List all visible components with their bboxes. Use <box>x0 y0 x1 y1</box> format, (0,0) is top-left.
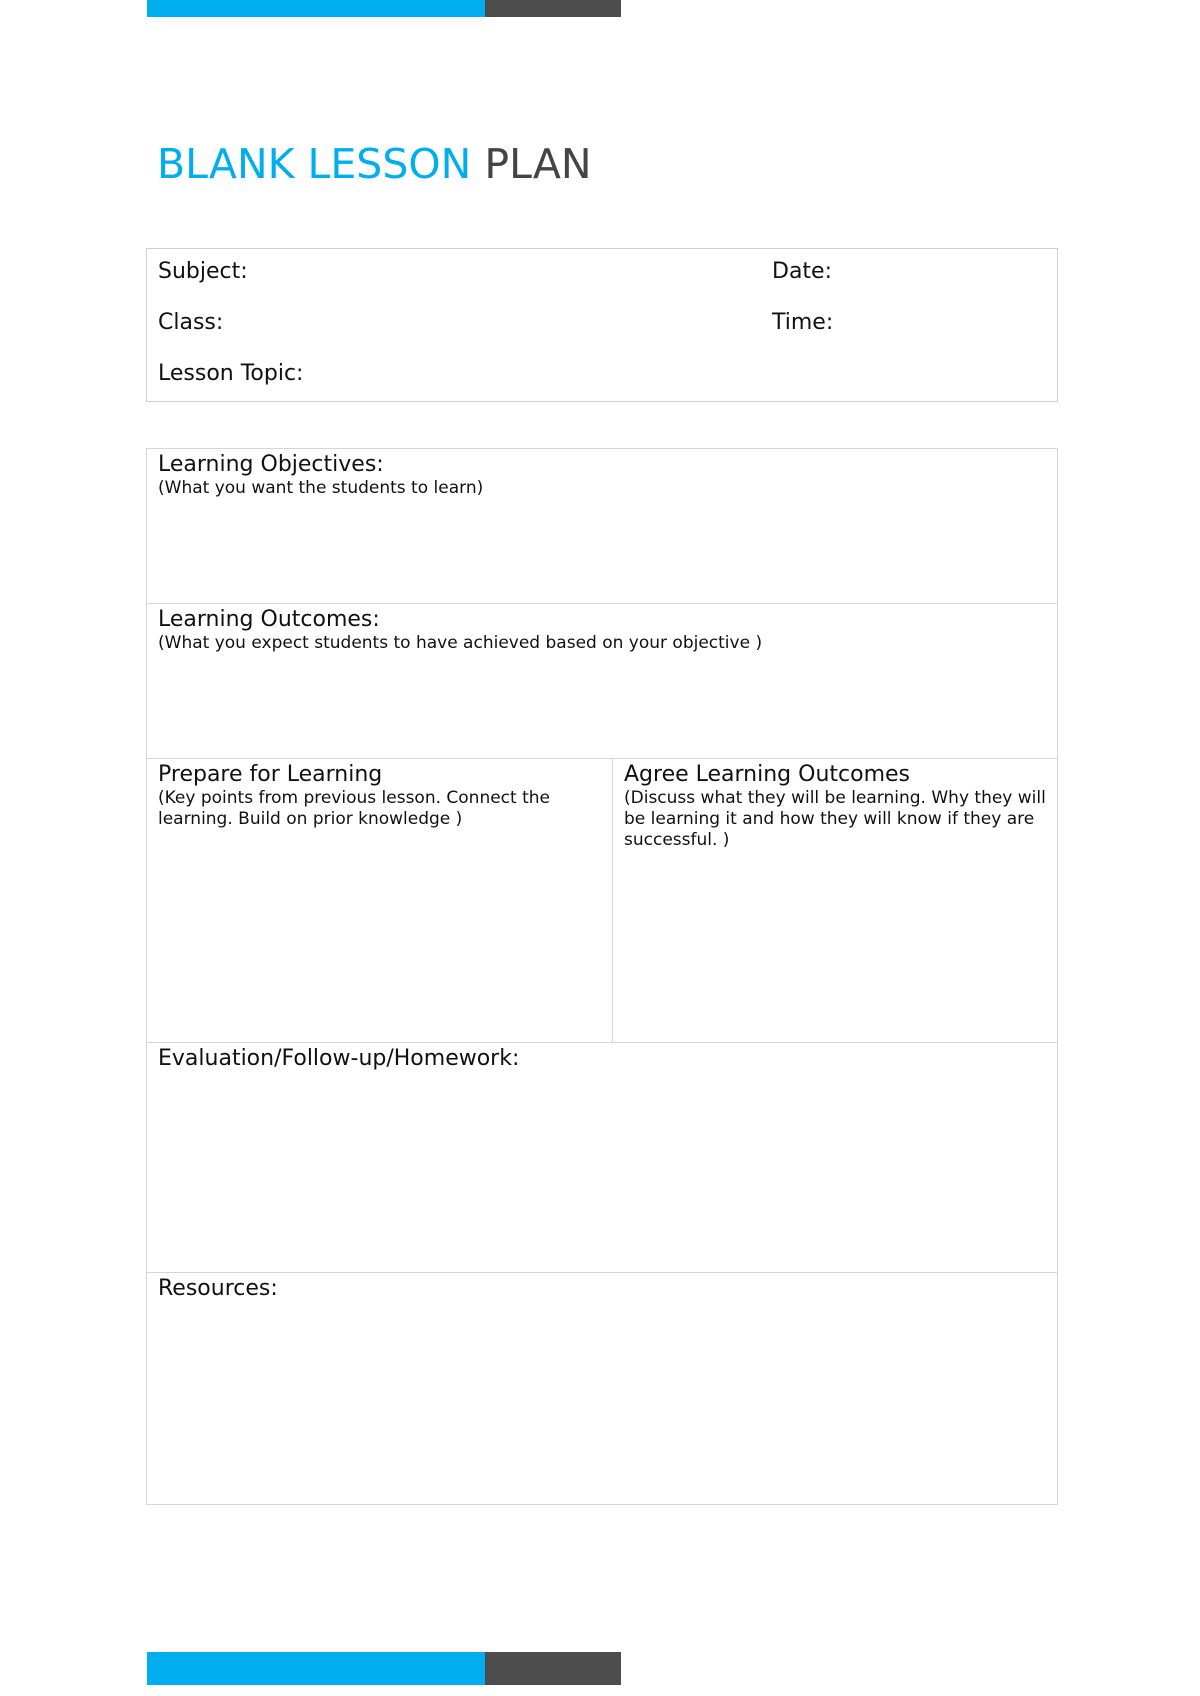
table-row <box>147 604 1058 759</box>
outcomes-hint: (What you expect students to have achieved based on your objective ) <box>158 633 763 653</box>
top-accent-bar-blue <box>147 0 485 17</box>
prepare-hint: (Key points from previous lesson. Connect the learning. Build on prior knowledge ) <box>158 788 550 829</box>
agree-cell <box>613 759 1058 1043</box>
lesson-topic-label: Lesson Topic: <box>158 361 304 386</box>
date-label: Date: <box>772 259 832 284</box>
page-title <box>157 140 592 188</box>
evaluation-heading: Evaluation/Follow-up/Homework: <box>158 1046 520 1071</box>
time-label: Time: <box>772 310 834 335</box>
resources-cell <box>147 1273 1058 1505</box>
resources-heading: Resources: <box>158 1276 278 1301</box>
objectives-hint: (What you want the students to learn) <box>158 478 484 498</box>
agree-hint: (Discuss what they will be learning. Why they will be learning it and how they will know if they are successful. ) <box>624 788 1046 850</box>
agree-heading: Agree Learning Outcomes <box>624 762 911 787</box>
objectives-cell <box>147 449 1058 604</box>
page-title-rest: PLAN <box>484 140 592 188</box>
bottom-accent-bar-gray <box>485 1652 621 1685</box>
class-label: Class: <box>158 310 224 335</box>
lesson-info-box <box>146 248 1058 402</box>
table-row <box>147 759 1058 1043</box>
evaluation-cell <box>147 1043 1058 1273</box>
table-row <box>147 449 1058 604</box>
prepare-cell <box>147 759 613 1043</box>
table-row <box>147 1043 1058 1273</box>
prepare-heading: Prepare for Learning <box>158 762 383 787</box>
subject-label: Subject: <box>158 259 248 284</box>
outcomes-cell <box>147 604 1058 759</box>
lesson-plan-table <box>146 448 1058 1505</box>
top-accent-bar <box>147 0 621 17</box>
bottom-accent-bar <box>147 1652 621 1685</box>
objectives-heading: Learning Objectives: <box>158 452 384 477</box>
top-accent-bar-gray <box>485 0 621 17</box>
bottom-accent-bar-blue <box>147 1652 485 1685</box>
page-title-accent: BLANK LESSON <box>157 140 472 188</box>
table-row <box>147 1273 1058 1505</box>
outcomes-heading: Learning Outcomes: <box>158 607 380 632</box>
